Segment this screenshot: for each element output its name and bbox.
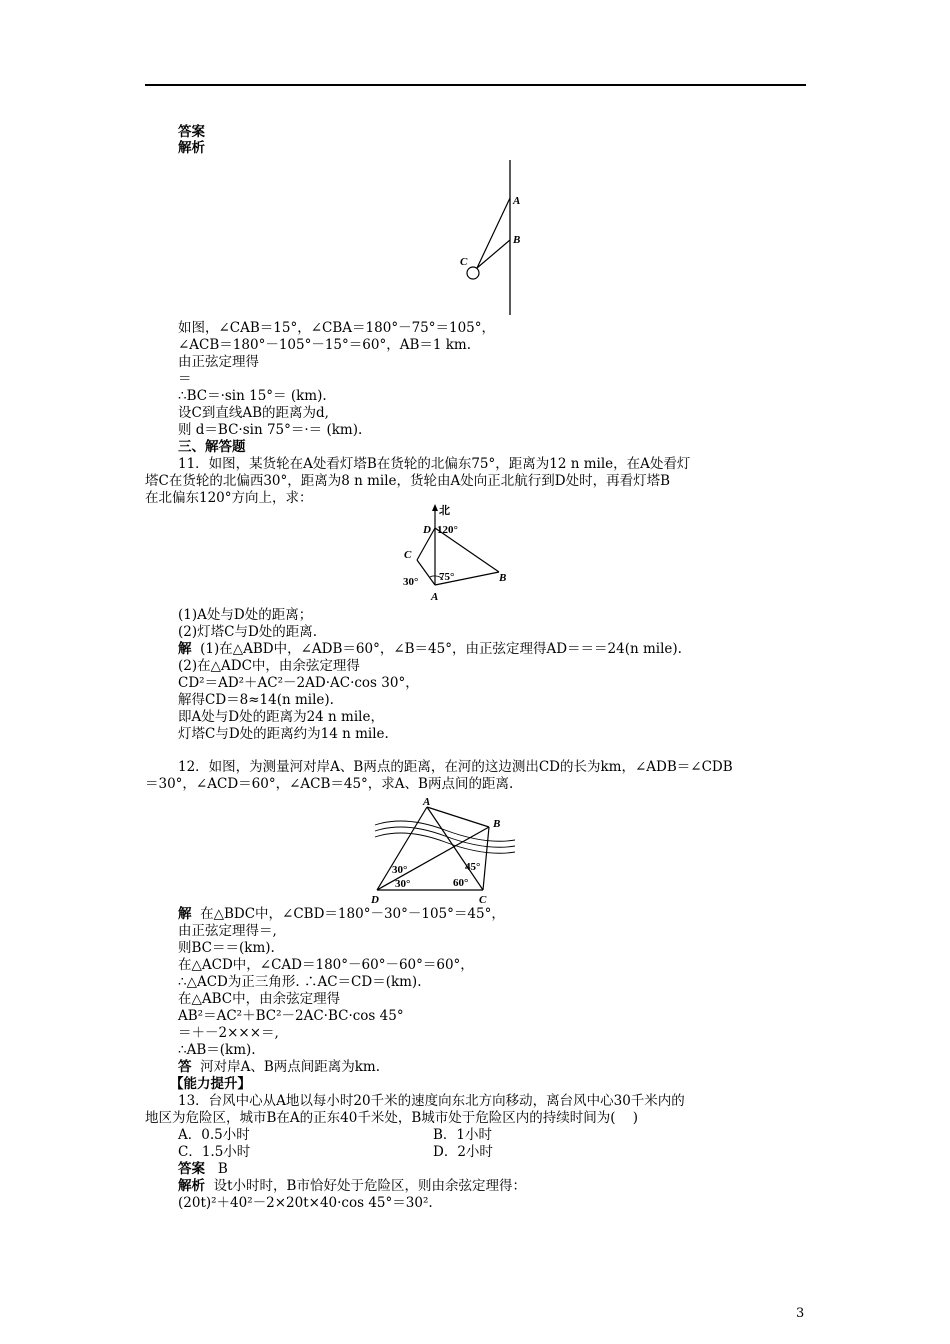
q12-solution-line: ∴△ACD为正三角形. ∴AC＝CD＝(km). bbox=[178, 974, 422, 990]
page-number: 3 bbox=[796, 1306, 805, 1321]
fig11-label-d: D bbox=[423, 524, 431, 536]
fig12-label-b: B bbox=[493, 818, 501, 830]
q11-stem: 塔C在货轮的北偏西30°，距离为8 n mile，货轮由A处向正北航行到D处时，再看灯塔B bbox=[145, 473, 671, 489]
fig11-label-b: B bbox=[499, 572, 507, 584]
q13-option-a: A．0.5小时 bbox=[178, 1127, 250, 1143]
text-line: ∠ACB＝180°－105°－15°＝60°，AB＝1 km. bbox=[178, 337, 472, 353]
q12-solution-line: ∴AB＝(km). bbox=[178, 1042, 256, 1058]
header-rule bbox=[145, 84, 806, 86]
q13-stem: 13．台风中心从A地以每小时20千米的速度向东北方向移动，离台风中心30千米内的 bbox=[178, 1093, 685, 1109]
text-line: 则 d＝BC·sin 75°＝·＝ (km). bbox=[178, 422, 363, 438]
q11-solution-line: 灯塔C与D处的距离约为14 n mile. bbox=[178, 726, 389, 742]
q12-solution-line: 在△ACD中，∠CAD＝180°－60°－60°＝60°， bbox=[178, 957, 474, 973]
q11-solution-line: 解 (1)在△ABD中，∠ADB＝60°，∠B＝45°，由正弦定理得AD＝＝＝24(n mile). bbox=[178, 641, 682, 657]
fig12-angle-45: 45° bbox=[465, 861, 481, 873]
q13-stem: 地区为危险区，城市B在A的正东40千米处，B城市处于危险区内的持续时间为( ) bbox=[145, 1110, 638, 1126]
q12-solution-line: ＝＋－2×××＝, bbox=[178, 1025, 279, 1041]
answer-label: 答案 bbox=[178, 1161, 205, 1177]
figure-q10 bbox=[455, 160, 525, 320]
figure-q12 bbox=[365, 795, 525, 905]
text-line: ∴BC＝·sin 15°＝ (km). bbox=[178, 388, 327, 404]
fig11-label-a: A bbox=[431, 591, 439, 603]
q13-option-b: B．1小时 bbox=[433, 1127, 493, 1143]
fig10-label-c: C bbox=[460, 256, 468, 268]
analysis-label: 解析 bbox=[178, 1178, 205, 1194]
q11-stem: 11．如图，某货轮在A处看灯塔B在货轮的北偏东75°，距离为12 n mile，在A处看灯 bbox=[178, 456, 691, 472]
q13-option-c: C．1.5小时 bbox=[178, 1144, 251, 1160]
q12-solution-line: AB²＝AC²＋BC²－2AC·BC·cos 45° bbox=[178, 1008, 404, 1024]
q11-solution-line: CD²＝AD²＋AC²－2AD·AC·cos 30°， bbox=[178, 675, 419, 691]
fig12-label-d: D bbox=[371, 894, 379, 905]
q13-option-d: D．2小时 bbox=[433, 1144, 493, 1160]
text-line: 由正弦定理得 bbox=[178, 354, 259, 370]
text-line: ＝ bbox=[178, 371, 192, 387]
answer-label: 答 bbox=[178, 1059, 192, 1075]
analysis-label: 解析 bbox=[178, 140, 205, 156]
answer-label: 答案 bbox=[178, 124, 205, 140]
fig11-label-c: C bbox=[404, 549, 412, 561]
q11-solution-line: 即A处与D处的距离为24 n mile， bbox=[178, 709, 384, 725]
solution-label: 解 bbox=[178, 641, 192, 657]
text-line: 设C到直线AB的距离为d, bbox=[178, 405, 329, 421]
fig11-angle-120: 120° bbox=[437, 524, 458, 536]
q11-solution-line: (2)在△ADC中，由余弦定理得 bbox=[178, 658, 360, 674]
q11-solution-line: 解得CD＝8≈14(n mile). bbox=[178, 692, 334, 708]
q11-stem: 在北偏东120°方向上，求： bbox=[145, 490, 313, 506]
fig12-label-c: C bbox=[479, 894, 487, 905]
q12-solution-line: 则BC＝＝(km). bbox=[178, 940, 275, 956]
fig10-label-b: B bbox=[513, 234, 521, 246]
fig11-angle-30: 30° bbox=[403, 576, 419, 588]
q13-analysis-line: 解析 设t小时时，B市恰好处于危险区，则由余弦定理得： bbox=[178, 1178, 526, 1194]
q12-stem: ＝30°，∠ACD＝60°，∠ACB＝45°，求A、B两点间的距离. bbox=[145, 776, 514, 792]
q11-sub: (2)灯塔C与D处的距离. bbox=[178, 624, 318, 640]
q12-stem: 12．如图，为测量河对岸A、B两点的距离，在河的这边测出CD的长为km，∠ADB＝∠CDB bbox=[178, 759, 733, 775]
section-heading: 【能力提升】 bbox=[170, 1076, 251, 1092]
figure-q11 bbox=[395, 500, 525, 605]
q12-solution-line: 由正弦定理得＝, bbox=[178, 923, 277, 939]
q11-sub: (1)A处与D处的距离； bbox=[178, 607, 313, 623]
fig12-label-a: A bbox=[423, 796, 431, 808]
q12-solution-line: 解 在△BDC中，∠CBD＝180°－30°－105°＝45°， bbox=[178, 906, 505, 922]
fig12-angle-60: 60° bbox=[453, 877, 469, 889]
text-line: 如图，∠CAB＝15°，∠CBA＝180°－75°＝105°， bbox=[178, 320, 496, 336]
q13-answer-line bbox=[178, 1161, 228, 1178]
q13-analysis-line: (20t)²＋40²－2×20t×40·cos 45°＝30². bbox=[178, 1195, 433, 1211]
q12-answer-line: 答 河对岸A、B两点间距离为km. bbox=[178, 1059, 381, 1075]
fig11-north-label: 北 bbox=[439, 505, 450, 517]
fig11-angle-75: 75° bbox=[439, 571, 455, 583]
fig12-angle-30a: 30° bbox=[392, 864, 408, 876]
solution-label: 解 bbox=[178, 906, 192, 922]
answer-value: B bbox=[217, 1161, 228, 1177]
fig10-label-a: A bbox=[513, 195, 521, 207]
q12-solution-line: 在△ABC中，由余弦定理得 bbox=[178, 991, 341, 1007]
section-heading: 三、解答题 bbox=[178, 439, 246, 455]
fig12-angle-30b: 30° bbox=[395, 878, 411, 890]
